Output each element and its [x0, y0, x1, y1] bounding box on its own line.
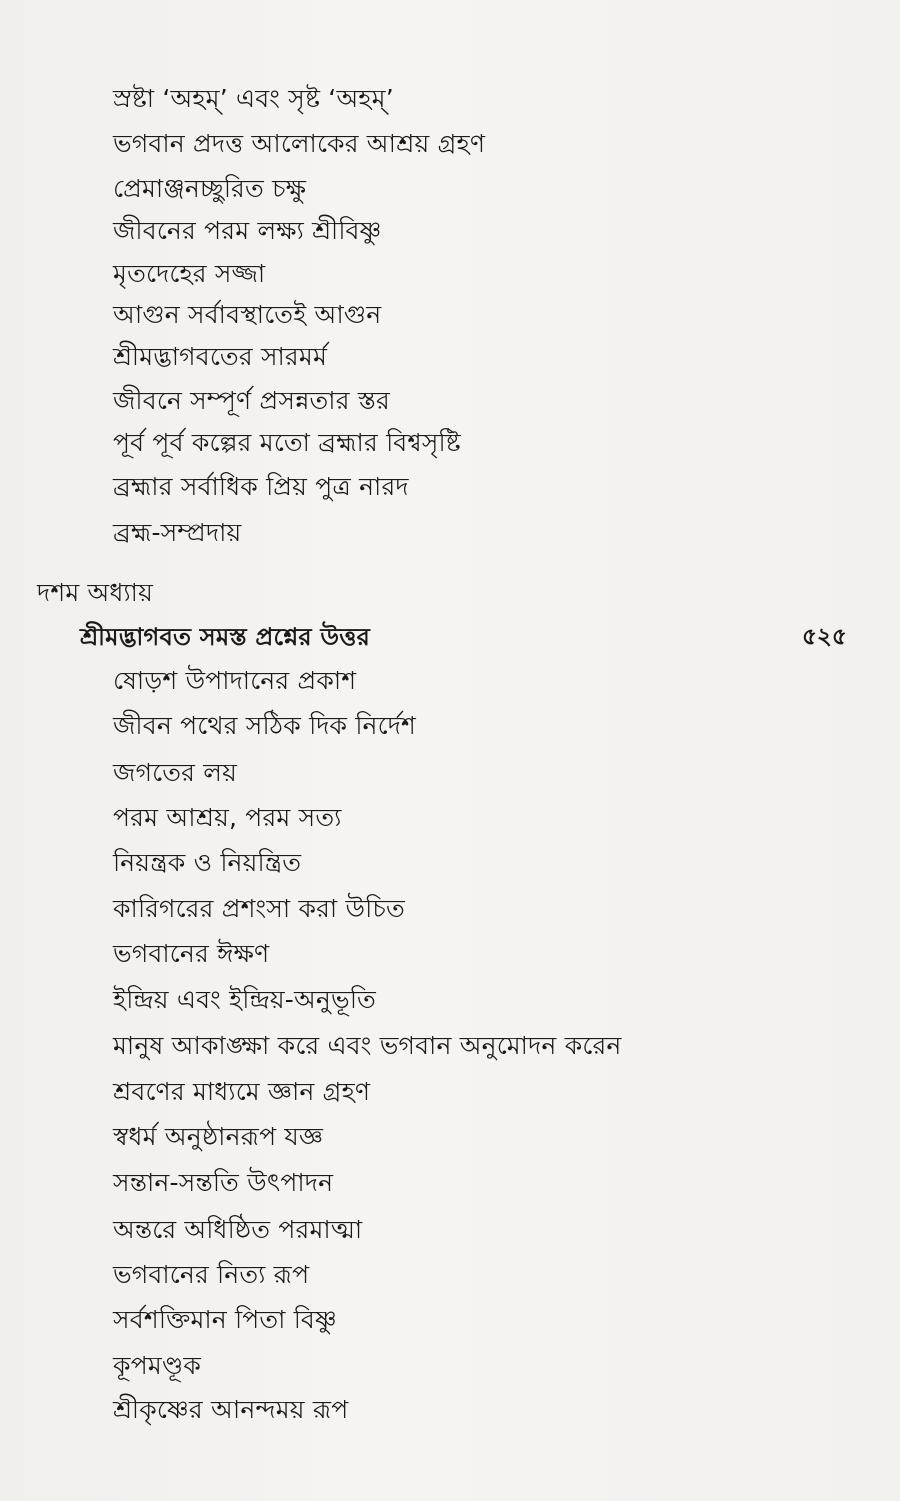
toc-item: পরম আশ্রয়, পরম সত্য: [113, 803, 342, 832]
toc-item: ব্রহ্ম-সম্প্রদায়: [113, 518, 242, 547]
chapter-title: শ্রীমদ্ভাগবত সমস্ত প্রশ্নের উত্তর: [80, 623, 371, 651]
toc-item: মানুষ আকাঙ্ক্ষা করে এবং ভগবান অনুমোদন করেন: [113, 1031, 622, 1060]
toc-item: শ্রীমদ্ভাগবতের সারমর্ম: [113, 342, 328, 371]
toc-item: ভগবানের নিত্য রূপ: [113, 1260, 310, 1289]
toc-item: স্বধর্ম অনুষ্ঠানরূপ যজ্ঞ: [113, 1122, 324, 1151]
toc-item: সর্বশক্তিমান পিতা বিষ্ণু: [113, 1305, 337, 1334]
toc-item: কূপমণ্ডূক: [113, 1351, 202, 1380]
toc-item: কারিগরের প্রশংসা করা উচিত: [113, 894, 405, 923]
toc-item: প্রেমাঞ্জনচ্ছুরিত চক্ষু: [113, 174, 307, 203]
toc-item: জীবনের পরম লক্ষ্য শ্রীবিষ্ণু: [113, 216, 382, 245]
toc-item: আগুন সর্বাবস্থাতেই আগুন: [113, 300, 382, 329]
toc-item: স্রষ্টা ‘অহম্’ এবং সৃষ্ট ‘অহম্’: [113, 84, 394, 113]
toc-item: অন্তরে অধিষ্ঠিত পরমাত্মা: [113, 1215, 363, 1244]
toc-item: ষোড়শ উপাদানের প্রকাশ: [113, 666, 357, 695]
toc-item: ব্রহ্মার সর্বাধিক প্রিয় পুত্র নারদ: [113, 472, 409, 501]
toc-item: শ্রবণের মাধ্যমে জ্ঞান গ্রহণ: [113, 1077, 371, 1106]
toc-item: নিয়ন্ত্রক ও নিয়ন্ত্রিত: [113, 848, 302, 877]
toc-item: শ্রীকৃষ্ণের আনন্দময় রূপ: [113, 1395, 349, 1424]
toc-item: মৃতদেহের সজ্জা: [113, 259, 266, 288]
chapter-label: দশম অধ্যায়: [37, 578, 154, 607]
toc-item: ভগবান প্রদত্ত আলোকের আশ্রয় গ্রহণ: [113, 129, 486, 158]
toc-item: জীবন পথের সঠিক দিক নির্দেশ: [113, 711, 417, 740]
chapter-page-number: ৫২৫: [802, 624, 847, 650]
toc-item: ভগবানের ঈক্ষণ: [113, 939, 270, 968]
toc-item: জীবনে সম্পূর্ণ প্রসন্নতার স্তর: [113, 386, 390, 415]
toc-item: জগতের লয়: [113, 758, 238, 787]
toc-item: সন্তান-সন্ততি উৎপাদন: [113, 1168, 334, 1197]
toc-item: পূর্ব পূর্ব কল্পের মতো ব্রহ্মার বিশ্বসৃষ্টি: [113, 428, 461, 457]
toc-item: ইন্দ্রিয় এবং ইন্দ্রিয়-অনুভূতি: [113, 985, 376, 1014]
